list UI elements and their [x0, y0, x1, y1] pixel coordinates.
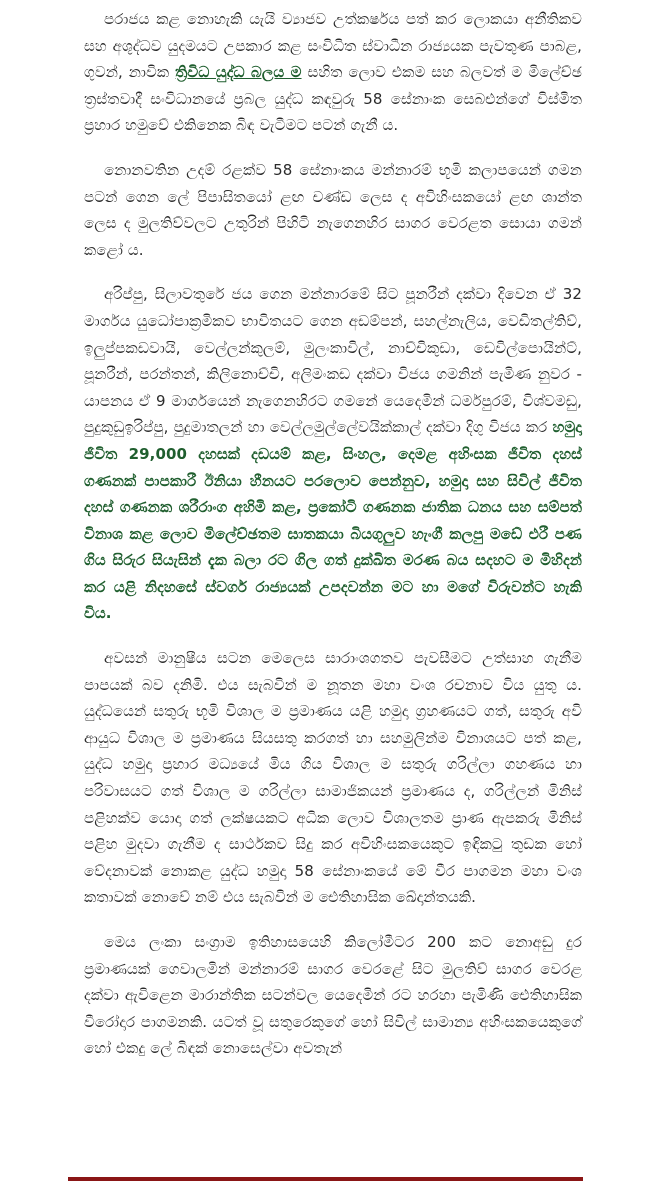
- paragraph-1-text-before: පරාජය කළ නොහැකි යැයි ව්‍යාජව උත්කර්ෂය පත් කර ලොකයා අනීතිකව සහ අශුද්ධව යුදමයට උපකාර කළ සංවිධිත ස්වාධීන රාජ්‍යයක පැවතුණ පාබළ, ගුවන්, නාවික: [84, 10, 582, 82]
- paragraph-3: [84, 281, 582, 627]
- bottom-divider: [68, 1177, 583, 1181]
- article-body: [84, 6, 582, 1080]
- paragraph-3-text-before: අරිප්පු, සිලාවතුරේ ජය ගෙන මන්නාරමේ සිට පූනරීන් දක්වා දිවෙන ඒ 32 මාර්ගය යුධෝපාක්‍රමිකව භාවිතයට ගෙන අඩම්පන්, සහල්නැලිය, වෙඩිතල්තිව්, ඉලුප්පකඩවායි, වෙල්ලන්කුලම්, මුලංකාවිල්, නාච්චිකුඩා, ඩෙවිල්පොයින්ට්, පූනරීන්, පරන්තන්, කිලිනොච්චි, අලිමංකඩ දක්වා විජය ගමනින් පැමිණ නුවර - යාපනය ඒ 9 මාර්ගයෙන් නැගෙනහිරට ගමනේ යෙදෙමින් ධර්මපුරම්, විශ්වමඩු, පුදුකුඩුඉරිප්පු, පුදුමාතලන් හා වෙල්ලමුල්ලේවයික්කාල් දක්වා දිගු විජය කර: [84, 285, 582, 437]
- paragraph-4: අවසන් මානුෂීය සටන මෙලෙස සාරාංශගතව පැවසීමට උත්සාහ ගැනීම පාපයක් බව දනිමි. එය සැබවින් ම නූතන මහා වංශ රචනාව විය යුතු ය. යුද්ධයෙන් සතුරු භූමි විශාල ම ප්‍රමාණය යළි හමුදා ග්‍රහණයට ගත්, සතුරු අවි ආයුධ විශාල ම ප්‍රමාණය සියසතු කරගත් හා සහමුලින්ම විනාශයට පත් කළ, යුද්ධ හමුදා ප්‍රහාර මධ්‍යයේ මිය ගිය විශාල ම සතුරු ගරිල්ලා ගහණය හා පරිවාසයට ගත් විශාල ම ගරිල්ලා සාමාජිකයන් ප්‍රමාණය ද, ගරිල්ලන් මිනිස් පළිහක්ව යොදා ගත් ලක්ෂයකට අධික ලොව විශාලතම ප්‍රාණ ඇපකරු මිනිස් පළිහ මුදවා ගැනීම ද සාර්ථකව සිදු කර අවිහිංසකයෙකුට ඉඳිකටු තුඩක හෝ වේදනාවක් නොකළ යුද්ධ හමුදා 58 සේනාංකයේ මේ වීර පාගමන මහා වංශ කතාවක් නොවේ නම් එය සැබවින් ම ඓතිහාසික ඛේදාන්තයකි.: [84, 649, 582, 907]
- paragraph-3-highlight: හමුදා ජීවිත 29,000 දහසක් දඩයම් කළ, සිංහල, දෙමළ අහිංසක ජීවිත දහස් ගණනක් පාපකාරී ඊනියා හීනයට පරලොව පෙන්නුව, හමුදා සහ සිවිල් ජීවිත දහස් ගණනක ශරීරාංග අහිමි කළ, ප්‍රකෝටි ගණනක ජාතික ධනය සහ සම්පත් විනාශ කළ ලොව මිලේච්ඡතම ඝාතකයා බියගුලුව හැංගී කලපු මඩේ එරී පණ ගිය සිරුර සියැසින් දැක බලා රට ගිල ගත් දුක්ඛිත මරණ බය සදහට ම මිහිදන් කර යළි නිදහසේ ස්වර්ග රාජ්‍යයක් උපදවන්න මට හා මගේ විරුවන්ට හැකි විය.: [84, 418, 582, 623]
- paragraph-1: [84, 6, 582, 139]
- paragraph-1-highlight: ත්‍රිවිධ යුද්ධ බලය ම: [175, 63, 302, 82]
- paragraph-2: නොනවතින උදම් රළක්ව 58 සේනාංකය මන්නාරම් භූමි කලාපයෙන් ගමන පටන් ගෙන ලේ පිපාසිතයෝ ළඟ චණ්ඩ ලෙස ද අවිහිංසකයෝ ළඟ ශාන්ත ලෙස ද මුලතිව්වලට උතුරින් පිහිටි නැගෙනහිර සාගර වෙරළත සොයා ගමන් කළෝ ය.: [84, 160, 582, 259]
- paragraph-5: මෙය ලංකා සංග්‍රාම ඉතිහාසයෙහි කිලෝමීටර 200 කට නොඅඩු දුර ප්‍රමාණයක් ගෙවාලමින් මන්නාරම් සාගර වෙරළේ සිට මුලතිව් සාගර වෙරළ දක්වා ඇවිළෙන මාරාන්තික සටන්වල යෙදෙමින් රට හරහා පැමිණි ඓතිහාසික වීරෝදාර පාගමනකි. යටත් වූ සතුරෙකුගේ හෝ සිවිල් සාමාන්‍ය අහිංසකයෙකුගේ හෝ එකදු ලේ බිඳක් නොසෙල්වා අවතැන්: [84, 933, 582, 1058]
- paragraph-1-text-after: සහිත ලොව එකම සහ බලවත් ම මිලේච්ඡ ත්‍රස්තවාදී සංවිධානයේ ප්‍රබල යුද්ධ කඳවුරු 58 සේනාංක සෙබළුන්ගේ විස්මිත ප්‍රහාර හමුවේ එකිනෙක බිඳ වැටීමට පටන් ගැනී ය.: [84, 63, 582, 135]
